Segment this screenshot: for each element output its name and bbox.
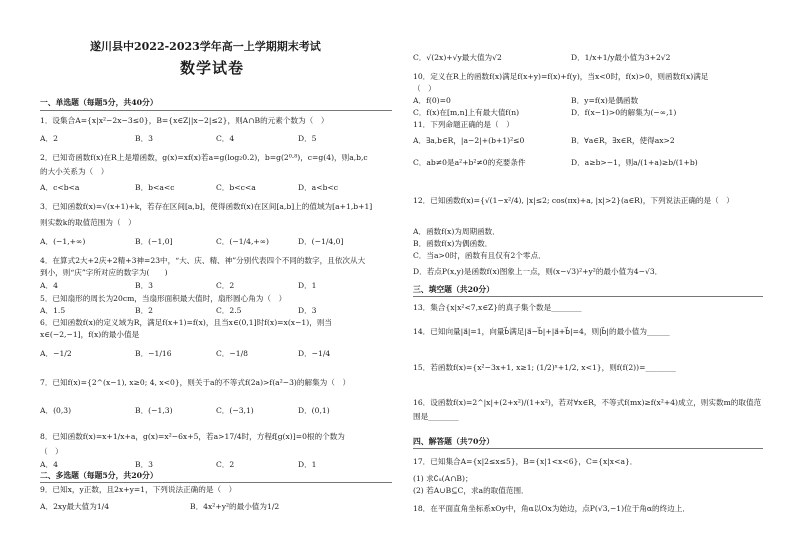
q7-option-d: D．(0,1) [298, 406, 330, 415]
q17-stem: 17．已知集合A={x|2≤x≤5}，B={x|1<x<6}，C={x|x<a}． [413, 457, 638, 466]
q5-option-b: B．2 [135, 306, 154, 315]
q9-option-d: D．1/x+1/y最小值为3+2√2 [571, 53, 671, 62]
q2-option-a: A．c<b<a [40, 183, 80, 192]
q1-option-a: A．2 [40, 134, 58, 143]
q8-stem: 8．已知函数f(x)=x+1/x+a，g(x)=x²−6x+5，若a>17/4时，方程f[g(x)]=0根的个数为 [40, 432, 345, 441]
q3-stem: 3．已知函数f(x)=√(x+1)+k，若存在区间[a,b]，使得函数f(x)在区间[a,b]上的值域为[a+1,b+1] [40, 202, 373, 211]
q3-option-d: D．(−1/4,0] [298, 237, 344, 246]
q8-option-c: C．2 [216, 460, 235, 469]
q6-stem: 6．已知函数f(x)的定义域为R，满足f(x+1)=f(x)，且当x∈(0,1]时f(x)=x(x−1)，则当 [40, 318, 333, 327]
q6-stem-cont: x∈(−2,−1]，f(x)的最小值是 [40, 330, 140, 339]
q7-option-a: A．(0,3) [40, 406, 72, 415]
section-divider [40, 110, 392, 111]
q6-option-a: A．−1/2 [40, 349, 72, 358]
q11-option-d: D．a≥b>−1，则a/(1+a)≥b/(1+b) [571, 158, 698, 167]
q7-option-b: B．(−1,3) [135, 406, 173, 415]
q12-option-a: A．函数f(x)为周期函数． [413, 227, 500, 236]
q14-stem: 14．已知向量|a⃗|=1，向量b⃗满足|a⃗−b⃗|+|a⃗+b⃗|=4，则|b⃗|的最小值为______ [413, 327, 670, 336]
q2-option-c: C．b<c<a [216, 183, 256, 192]
q8-option-b: B．3 [135, 460, 154, 469]
section-fill-blank: 三、填空题（共20分） [413, 285, 495, 294]
q6-option-d: D．−1/4 [298, 349, 331, 358]
q4-option-c: C．2 [216, 281, 235, 290]
section-divider [40, 482, 392, 483]
exam-title: 遂川县中2022-2023学年高一上学期期末考试 [90, 40, 321, 53]
q12-stem: 12．已知函数f(x)={√(1−x²/4), |x|≤2; cos(πx)+a, |x|>2}(a∈R)，下列说法正确的是（ ） [413, 196, 734, 205]
q10-option-a: A．f(0)=0 [413, 96, 451, 105]
q9-option-c: C．√(2x)+√y最大值为√2 [413, 53, 502, 62]
q10-option-b: B．y=f(x)是偶函数 [571, 96, 639, 105]
q6-option-c: C．−1/8 [216, 349, 248, 358]
q5-option-c: C．2.5 [216, 306, 242, 315]
q7-stem: 7．已知f(x)={2^(x−1), x≥0; 4, x<0}，则关于a的不等式f(2a)>f(a²−3)的解集为（ ） [40, 378, 351, 387]
q10-stem: 10．定义在R上的函数f(x)满足f(x+y)=f(x)+f(y)，当x<0时，f(x)>0，则函数f(x)满足 [413, 72, 709, 81]
q12-option-d: D．若点P(x,y)是函数f(x)图象上一点，则(x−√3)²+y²的最小值为4−√3． [413, 267, 663, 276]
q4-option-b: B．3 [135, 281, 154, 290]
q5-option-a: A．1.5 [40, 306, 66, 315]
q1-option-d: D．5 [298, 134, 317, 143]
q8-option-a: A．4 [40, 460, 58, 469]
q7-option-c: C．(−3,1) [216, 406, 254, 415]
q5-option-d: D．3 [298, 306, 317, 315]
q2-option-b: B．b<a<c [135, 183, 175, 192]
q18-stem: 18．在平面直角坐标系xOy中，角α以Ox为始边，点P(√3,−1)位于角α的终边上． [413, 504, 690, 513]
q11-stem: 11．下列命题正确的是（ ） [413, 120, 514, 129]
q8-stem-cont: （ ） [40, 447, 63, 456]
q5-stem: 5．已知扇形的周长为20cm，当扇形面积最大值时，扇形圆心角为（ ） [40, 294, 287, 303]
q2-stem: 2．已知奇函数f(x)在R上是增函数，g(x)=xf(x)若a=g(log₂0.2)，b=g(2⁰·⁸)，c=g(4)，则a,b,c [40, 153, 368, 162]
section-divider [413, 448, 763, 449]
q3-stem-cont: 则实数k的取值范围为（ ） [40, 218, 136, 227]
q9-option-a: A．2xy最大值为1/4 [40, 502, 110, 511]
q15-stem: 15．若函数f(x)={x²−3x+1, x≥1; (1/2)ˣ+1/2, x<1}，则f(f(2))=________ [413, 363, 676, 372]
q17-part1: (1) 求∁ᵤ(A∩B)； [413, 474, 473, 483]
q2-stem-cont: 的大小关系为（ ） [40, 167, 109, 176]
q9-option-b: B．4x²+y²的最小值为1/2 [190, 502, 280, 511]
q17-part2: (2) 若A∪B⊆C，求a的取值范围． [413, 486, 529, 495]
q4-option-a: A．4 [40, 281, 58, 290]
q8-option-d: D．1 [298, 460, 317, 469]
q16-stem: 16．设函数f(x)=2^|x|+(2+x²)/(1+x²)，若对∀x∈R，不等式f(mx)≥f(x²+4)成立，则实数m的取值范 [413, 398, 762, 407]
section-solution: 四、解答题（共70分） [413, 437, 495, 446]
section-single-choice: 一、单选题（每题5分，共40分） [40, 98, 158, 107]
subject-title: 数学试卷 [180, 59, 245, 77]
q3-option-b: B．(−1,0] [135, 237, 173, 246]
q3-option-a: A．(−1,+∞) [40, 237, 86, 246]
q4-option-d: D．1 [298, 281, 317, 290]
q3-option-c: C．(−1/4,+∞) [216, 237, 270, 246]
q11-option-b: B．∀a∈R，∃x∈R，使得ax>2 [571, 136, 675, 145]
q11-option-c: C．ab≠0是a²+b²≠0的充要条件 [413, 158, 526, 167]
q10-option-d: D．f(x−1)>0的解集为(−∞,1) [571, 108, 677, 117]
q1-stem: 1．设集合A={x|x²−2x−3≤0}，B={x∈Z||x−2|≤2}，则A∩B的元素个数为（ ） [40, 116, 329, 125]
q1-option-b: B．3 [135, 134, 154, 143]
q16-stem-cont: 围是________ [413, 412, 459, 421]
section-divider [413, 296, 763, 297]
q13-stem: 13．集合{x|x²<7,x∈Z}的真子集个数是________ [413, 303, 582, 312]
q10-stem-cont: （ ） [413, 84, 436, 93]
q4-stem: 4．在算式2大+2庆+2精+3神=23中，“大、庆、精、神”分别代表四个不同的数字，且依次从大 [40, 256, 366, 265]
q4-stem-cont: 到小，则“庆”字所对应的数字为( ) [40, 268, 168, 277]
q2-option-d: D．a<b<c [298, 183, 339, 192]
q12-option-b: B．函数f(x)为偶函数． [413, 239, 493, 248]
q11-option-a: A．∃a,b∈R，|a−2|+(b+1)²≤0 [413, 136, 525, 145]
q6-option-b: B．−1/16 [135, 349, 172, 358]
q1-option-c: C．4 [216, 134, 235, 143]
q9-stem: 9．已知x，y正数，且2x+y=1，下列说法正确的是（ ） [40, 485, 237, 494]
q12-option-c: C．当a>0时，函数有且仅有2个零点． [413, 251, 546, 260]
q10-option-c: C．f(x)在[m,n]上有最大值f(n) [413, 108, 520, 117]
section-multi-choice: 二、多选题（每题5分，共20分） [40, 471, 158, 480]
